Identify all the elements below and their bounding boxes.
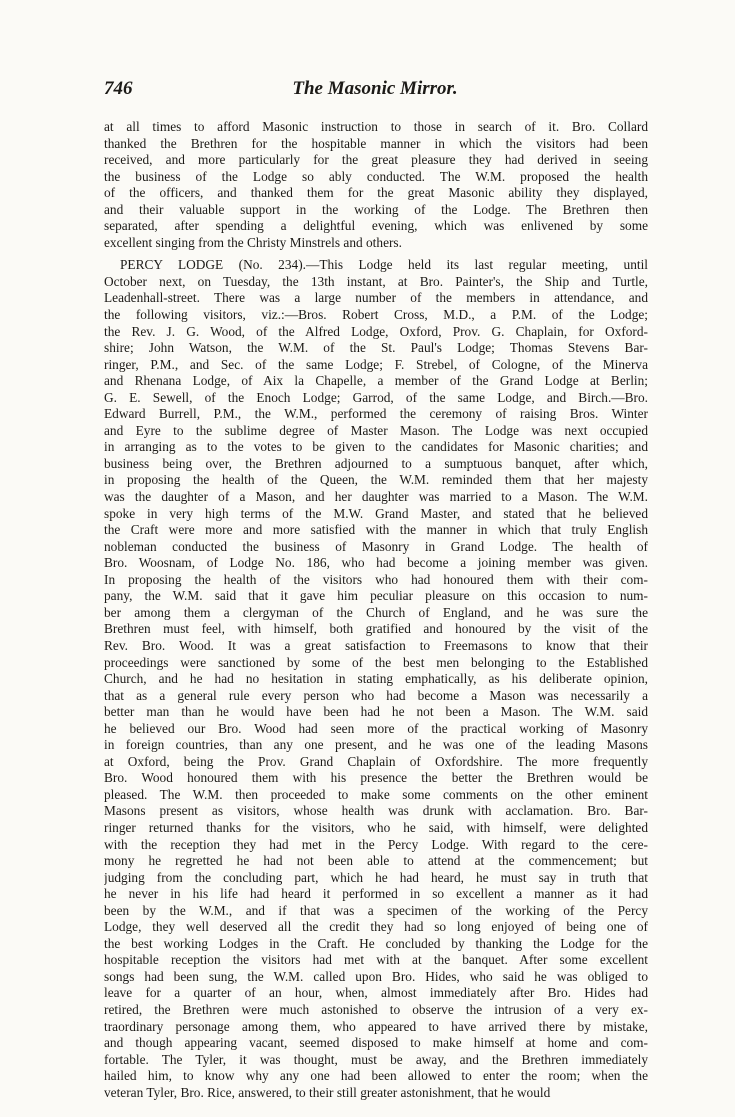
text-line: at Oxford, being the Prov. Grand Chaplain of Oxfordshire. The more frequently [104,753,648,769]
text-line: and Eyre to the sublime degree of Master Mason. The Lodge was next occupied [104,422,648,438]
text-line: PERCY LODGE (No. 234).—This Lodge held its last regular meeting, until [120,257,648,273]
text-line: the best working Lodges in the Craft. He concluded by thanking the Lodge for the [104,935,648,951]
text-line: with the reception they had met in the Percy Lodge. With regard to the cere- [104,836,648,852]
running-title: The Masonic Mirror. [292,78,458,99]
text-line: he believed our Bro. Wood had seen more of the practical working of Masonry [104,720,648,736]
text-line: he never in his life had heard it performed in so excellent a manner as it had [104,886,648,902]
text-line: Bro. Woosnam, of Lodge No. 186, who had become a joining member was given. [104,555,648,571]
text-line: Leadenhall-street. There was a large number of the members in attendance, and [104,290,648,306]
text-line: in proposing the health of the Queen, the W.M. reminded them that her majesty [104,472,648,488]
page-number: 746 [104,78,133,99]
text-line: better man than he would have been had he not been a Mason. The W.M. said [104,704,648,720]
paragraph-masonic-instruction [104,119,648,251]
text-line: ringer, P.M., and Sec. of the same Lodge; F. Strebel, of Cologne, of the Minerva [104,356,648,372]
text-line: the Craft were more and more satisfied with the manner in which that truly English [104,522,648,538]
text-line: pany, the W.M. said that it gave him peculiar pleasure on this occasion to num- [104,588,648,604]
paragraph-percy-lodge [104,257,648,1101]
text-line: at all times to afford Masonic instruction to those in search of it. Bro. Collard [104,119,648,134]
text-line: Brethren must feel, with himself, both gratified and honoured by the visit of the [104,621,648,637]
text-line: spoke in very high terms of the M.W. Grand Master, and stated that he believed [104,505,648,521]
text-line: in arranging as to the votes to be given to the candidates for Masonic charities; and [104,439,648,455]
text-line: ringer returned thanks for the visitors, who he said, with himself, were delighted [104,819,648,835]
text-line: mony he regretted he had not been able to attend at the commencement; but [104,853,648,869]
text-line: Rev. Bro. Wood. It was a great satisfaction to Freemasons to know that their [104,637,648,653]
text-line: Edward Burrell, P.M., the W.M., performed the ceremony of raising Bros. Winter [104,406,648,422]
text-line: thanked the Brethren for the hospitable manner in which the visitors had been [104,135,648,151]
text-line: nobleman conducted the business of Masonry in Grand Lodge. The health of [104,538,648,554]
text-line: Church, and he had no hesitation in stating emphatically, as his deliberate opinion, [104,671,648,687]
text-line: pleased. The W.M. then proceeded to make some comments on the other eminent [104,786,648,802]
text-line: the business of the Lodge so ably conducted. The W.M. proposed the health [104,168,648,184]
text-line: and Rhenana Lodge, of Aix la Chapelle, a member of the Grand Lodge at Berlin; [104,373,648,389]
text-line: G. E. Sewell, of the Enoch Lodge; Garrod, of the same Lodge, and Birch.—Bro. [104,389,648,405]
text-line: Lodge, they well deserved all the credit they had so long enjoyed of being one of [104,919,648,935]
text-line: separated, after spending a delightful evening, which was enlivened by some [104,218,648,234]
text-line: hailed him, to know why any one had been allowed to enter the room; when the [104,1068,648,1084]
text-line: shire; John Watson, the W.M. of the St. Paul's Lodge; Thomas Stevens Bar- [104,340,648,356]
text-line: and their valuable support in the working of the Lodge. The Brethren then [104,201,648,217]
text-line: traordinary personage among them, who appeared to have arrived there by mistake, [104,1018,648,1034]
text-line: been by the W.M., and if that was a specimen of the working of the Percy [104,902,648,918]
page-header [104,78,646,104]
text-line: October next, on Tuesday, the 13th instant, at Bro. Painter's, the Ship and Turtle, [104,273,648,289]
text-line: Bro. Wood honoured them with his presence the better the Brethren would be [104,770,648,786]
text-line: judging from the concluding part, which he had heard, he must say in truth that [104,869,648,885]
text-line: leave for a quarter of an hour, when, almost immediately after Bro. Hides had [104,985,648,1001]
text-line: proceedings were sanctioned by some of the best men belonging to the Established [104,654,648,670]
text-line: ber among them a clergyman of the Church of England, and he was sure the [104,604,648,620]
text-line: In proposing the health of the visitors who had honoured them with their com- [104,571,648,587]
text-line: the Rev. J. G. Wood, of the Alfred Lodge, Oxford, Prov. G. Chaplain, for Oxford- [104,323,648,339]
text-line: that as a general rule every person who had become a Mason was necessarily a [104,687,648,703]
text-line: fortable. The Tyler, it was thought, must be away, and the Brethren immediately [104,1051,648,1067]
text-line: hospitable reception the visitors had met with at the banquet. After some excellent [104,952,648,968]
text-line: and though appearing vacant, seemed disposed to make himself at home and com- [104,1035,648,1051]
text-line: business being over, the Brethren adjourned to a sumptuous banquet, after which, [104,455,648,471]
text-line: received, and more particularly for the great pleasure they had derived in seeing [104,152,648,168]
article-body [104,119,648,1101]
text-line: veteran Tyler, Bro. Rice, answered, to their still greater astonishment, that he would [104,1084,551,1100]
text-line: of the officers, and thanked them for the great Masonic ability they displayed, [104,185,648,201]
text-line: in foreign countries, than any one present, and he was one of the leading Masons [104,737,648,753]
text-line: the following visitors, viz.:—Bros. Robert Cross, M.D., a P.M. of the Lodge; [104,307,648,323]
text-line: Masons present as visitors, whose health was drunk with acclamation. Bro. Bar- [104,803,648,819]
text-line: was the daughter of a Mason, and her daughter was married to a Mason. The W.M. [104,489,648,505]
text-line: songs had been sung, the W.M. called upon Bro. Hides, who said he was obliged to [104,968,648,984]
text-line: excellent singing from the Christy Minstrels and others. [104,234,402,250]
text-line: retired, the Brethren were much astonished to observe the intrusion of a very ex- [104,1001,648,1017]
